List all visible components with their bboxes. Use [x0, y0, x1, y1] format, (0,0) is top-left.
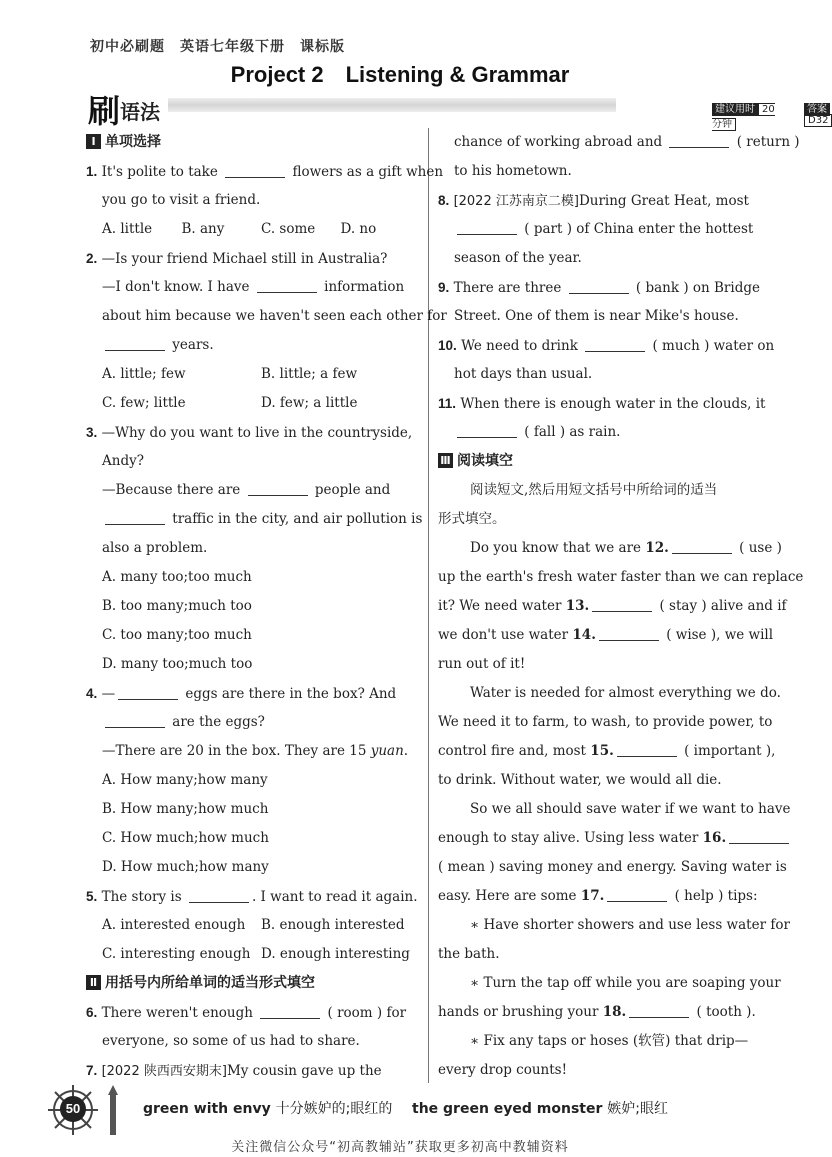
answer-blank-17[interactable]	[607, 887, 667, 902]
q-line	[86, 331, 420, 360]
passage-line: So we all should save water if we want to have	[470, 801, 791, 817]
option-d[interactable]: D. no	[340, 221, 377, 237]
idiom-2	[412, 1098, 668, 1118]
option-c[interactable]: C. too many;too much	[102, 627, 252, 643]
option-c[interactable]: C. few; little	[102, 395, 186, 411]
blank-number: 13.	[565, 598, 590, 614]
time-value: 20 分钟	[712, 104, 775, 130]
q-text: My cousin gave up the	[226, 1063, 382, 1079]
idiom-1	[143, 1098, 392, 1118]
q-line	[86, 737, 420, 766]
q-line: Andy?	[102, 453, 144, 469]
tip-line: the bath.	[438, 946, 500, 962]
q-text: There are three	[453, 280, 562, 296]
answer-blank[interactable]	[260, 1004, 320, 1019]
q-text: hands or brushing your	[438, 1004, 599, 1020]
q-text: chance of working abroad and	[454, 134, 663, 150]
question-number: 7.	[86, 1063, 98, 1078]
question-3	[86, 418, 420, 447]
instruction-line: 形式填空。	[438, 511, 506, 527]
q-text: flowers as a gift when	[292, 164, 444, 180]
q-text: ( wise ), we will	[666, 627, 774, 643]
question-9	[438, 273, 774, 302]
brush-char: 刷	[88, 92, 121, 130]
series-header: 初中必刷题 英语七年级下册 课标版	[90, 39, 345, 55]
answer-blank-12[interactable]	[672, 539, 732, 554]
watermark-text: 关注微信公众号“初高教辅站”获取更多初高中教辅资料	[231, 1140, 569, 1155]
q-text: ( room ) for	[327, 1005, 407, 1021]
question-number: 10.	[438, 338, 457, 353]
question-number: 11.	[438, 396, 457, 411]
q-line	[86, 476, 420, 505]
q-text: When there is enough water in the clouds, it	[460, 396, 766, 412]
question-5	[86, 882, 420, 911]
q-text: enough to stay alive. Using less water	[438, 830, 699, 846]
option-d[interactable]: D. How much;how many	[102, 859, 269, 875]
q-text: Do you know that we are	[470, 540, 642, 556]
decorative-stripe	[168, 98, 616, 112]
section-title: 单项选择	[105, 134, 161, 150]
question-number: 8.	[438, 193, 450, 208]
blank-number: 14.	[572, 627, 596, 643]
source-tag: [2022 陕西西安期末]	[101, 1064, 227, 1079]
answer-blank[interactable]	[105, 713, 165, 728]
options-row	[86, 940, 420, 969]
section-bar	[88, 92, 829, 130]
answer-blank[interactable]	[189, 888, 249, 903]
answer-ref	[804, 100, 832, 126]
q-text: —Because there are	[102, 482, 241, 498]
q-line	[86, 505, 423, 534]
answer-blank[interactable]	[585, 337, 645, 352]
idiom-cn: 十分嫉妒的;眼红的	[275, 1101, 393, 1117]
q-text: The story is	[101, 889, 182, 905]
q-text: ( important ),	[684, 743, 776, 759]
option-a[interactable]: A. little	[102, 221, 153, 237]
passage-line	[438, 882, 774, 911]
passage-line: We need it to farm, to wash, to provide power, to	[438, 714, 773, 730]
answer-blank-18[interactable]	[629, 1003, 689, 1018]
q-text: we don't use water	[438, 627, 569, 643]
option-d[interactable]: D. many too;much too	[102, 656, 253, 672]
q7-continued	[438, 128, 800, 157]
options-row	[86, 389, 420, 418]
section-mark: Ⅲ	[438, 453, 453, 468]
column-divider	[428, 128, 429, 1083]
q-text: are the eggs?	[172, 714, 265, 730]
q-text: years.	[172, 337, 214, 353]
option-a[interactable]: A. How many;how many	[102, 772, 268, 788]
q-text-italic: yuan	[370, 743, 404, 759]
q-text: .	[403, 743, 409, 759]
option-a[interactable]: A. interested enough	[102, 917, 246, 933]
answer-blank-15[interactable]	[617, 742, 677, 757]
page-title: Project 2 Listening & Grammar	[230, 62, 570, 87]
answer-blank[interactable]	[457, 220, 517, 235]
suggested-time	[712, 100, 776, 130]
idiom-en: the green eyed monster	[412, 1101, 603, 1117]
q-text: ( much ) water on	[652, 338, 775, 354]
section-mark: Ⅰ	[86, 134, 101, 149]
option-d[interactable]: D. enough interesting	[261, 946, 410, 962]
answer-blank[interactable]	[225, 163, 285, 178]
section-2-heading	[86, 969, 420, 998]
q-text: ( fall ) as rain.	[524, 424, 621, 440]
question-10	[438, 331, 774, 360]
blank-number: 16.	[702, 830, 727, 846]
passage-line	[438, 737, 774, 766]
passage-line	[438, 534, 782, 563]
answer-blank[interactable]	[105, 510, 165, 525]
q-text: ( stay ) alive and if	[659, 598, 787, 614]
section-name: 语法	[120, 100, 160, 124]
q-line	[86, 708, 420, 737]
section-title: 用括号内所给单词的适当形式填空	[105, 975, 315, 991]
blank-number: 17.	[580, 888, 605, 904]
answer-blank[interactable]	[118, 685, 178, 700]
q-text: There weren't enough	[101, 1005, 253, 1021]
question-11	[438, 389, 774, 418]
q-line: season of the year.	[454, 250, 582, 266]
q-text: ( use )	[739, 540, 782, 556]
q-text: it? We need water	[438, 598, 562, 614]
question-number: 2.	[86, 251, 98, 266]
answer-blank[interactable]	[257, 278, 317, 293]
question-1	[86, 157, 444, 186]
option-b[interactable]: B. enough interested	[261, 917, 405, 933]
section-1-heading	[86, 128, 420, 157]
option-b[interactable]: B. little; a few	[261, 366, 358, 382]
q-text: eggs are there in the box? And	[185, 686, 397, 702]
answer-blank[interactable]	[569, 279, 629, 294]
section-3-heading	[438, 447, 774, 476]
source-tag: [2022 江苏南京二模]	[453, 194, 579, 209]
question-8	[438, 186, 774, 215]
q-line: everyone, so some of us had to share.	[102, 1033, 360, 1049]
passage-line: run out of it!	[438, 656, 526, 672]
q-text: easy. Here are some	[438, 888, 577, 904]
time-label: 建议用时	[712, 103, 758, 116]
passage-line	[438, 621, 774, 650]
q-text: —Why do you want to live in the countryside,	[101, 425, 413, 441]
q-text: —There are 20 in the box. They are 15	[102, 743, 367, 759]
q-text: traffic in the city, and air pollution is	[172, 511, 423, 527]
passage-line: ( mean ) saving money and energy. Saving water is	[438, 859, 787, 875]
q-text: —Is your friend Michael still in Australia?	[101, 251, 388, 267]
option-b[interactable]: B. How many;how much	[102, 801, 269, 817]
q-line	[438, 215, 774, 244]
q-line: about him because we haven't seen each other for	[102, 308, 447, 324]
q-line: also a problem.	[102, 540, 208, 556]
question-7	[86, 1056, 420, 1085]
q-line	[86, 273, 420, 302]
option-a[interactable]: A. many too;too much	[102, 569, 252, 585]
q-text: ( part ) of China enter the hottest	[524, 221, 754, 237]
answer-blank[interactable]	[248, 481, 308, 496]
idiom-en: green with envy	[143, 1101, 271, 1117]
q-text: information	[324, 279, 405, 295]
tip-line: ∗ Have shorter showers and use less water for	[470, 917, 790, 933]
options-row	[86, 360, 420, 389]
passage-line: to drink. Without water, we would all die.	[438, 772, 722, 788]
options-row	[86, 215, 420, 244]
blank-number: 12.	[645, 540, 669, 556]
passage-line: Water is needed for almost everything we do.	[470, 685, 781, 701]
q-text: . I want to read it again.	[251, 889, 418, 905]
answer-blank[interactable]	[669, 133, 729, 148]
q-line: you go to visit a friend.	[102, 192, 261, 208]
answer-blank-16[interactable]	[729, 829, 789, 844]
tip-line: every drop counts!	[438, 1062, 567, 1078]
question-number: 4.	[86, 686, 98, 701]
options-row	[86, 911, 420, 940]
q-text: It's polite to take	[101, 164, 218, 180]
answer-blank[interactable]	[105, 336, 165, 351]
blank-number: 18.	[602, 1004, 627, 1020]
question-4	[86, 679, 420, 708]
q-text: control fire and, most	[438, 743, 586, 759]
passage-line: up the earth's fresh water faster than we can replace	[438, 569, 804, 585]
option-c[interactable]: C. some	[261, 221, 316, 237]
q-text: ( return )	[736, 134, 800, 150]
right-column	[438, 128, 804, 1085]
q-line: to his hometown.	[454, 163, 572, 179]
option-b[interactable]: B. too many;much too	[102, 598, 252, 614]
q-text: ( help ) tips:	[674, 888, 758, 904]
option-a[interactable]: A. little; few	[102, 366, 186, 382]
option-c[interactable]: C. How much;how much	[102, 830, 269, 846]
q-text: people and	[314, 482, 391, 498]
section-mark: Ⅱ	[86, 975, 101, 990]
question-number: 1.	[86, 164, 98, 179]
tip-line	[438, 998, 774, 1027]
answer-label: 答案	[804, 103, 830, 116]
tip-line: ∗ Turn the tap off while you are soaping your	[470, 975, 781, 991]
question-number: 9.	[438, 280, 450, 295]
q-text: —	[101, 686, 116, 702]
q-line: Street. One of them is near Mike's house.	[454, 308, 739, 324]
q-text: We need to drink	[461, 338, 578, 354]
section-title: 阅读填空	[457, 453, 513, 469]
q-text: ( bank ) on Bridge	[635, 280, 760, 296]
q-text: ( tooth ).	[696, 1004, 756, 1020]
question-6	[86, 998, 420, 1027]
passage-line	[438, 592, 787, 621]
page-number: 50	[60, 1096, 86, 1122]
question-number: 6.	[86, 1005, 98, 1020]
passage-line	[438, 824, 774, 853]
idiom-cn: 嫉妒;眼红	[607, 1101, 668, 1117]
q-text: —I don't know. I have	[102, 279, 250, 295]
q-line	[438, 418, 774, 447]
q-text: During Great Heat, most	[578, 193, 749, 209]
option-b[interactable]: B. any	[181, 221, 225, 237]
question-2	[86, 244, 420, 273]
answer-value: D32	[804, 114, 832, 127]
instruction-line: 阅读短文,然后用短文括号中所给词的适当	[470, 482, 718, 498]
blank-number: 15.	[590, 743, 614, 759]
question-number: 5.	[86, 889, 98, 904]
answer-blank-14[interactable]	[599, 626, 659, 641]
option-c[interactable]: C. interesting enough	[102, 946, 251, 962]
answer-blank-13[interactable]	[592, 597, 652, 612]
question-number: 3.	[86, 425, 98, 440]
option-d[interactable]: D. few; a little	[261, 395, 358, 411]
tip-line: ∗ Fix any taps or hoses (软管) that drip—	[470, 1033, 749, 1049]
q-line: hot days than usual.	[454, 366, 593, 382]
answer-blank[interactable]	[457, 423, 517, 438]
